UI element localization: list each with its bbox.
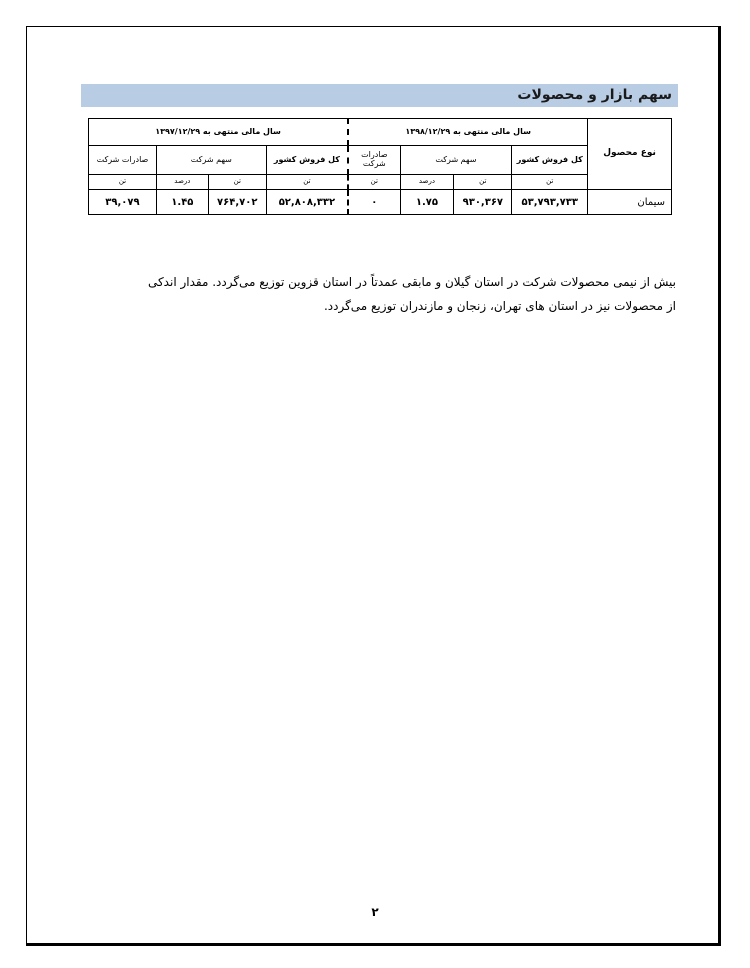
current-exports-header: صادرات شرکت [348, 146, 400, 175]
table-row [89, 190, 672, 215]
paragraph-line: بیش از نیمی محصولات شرکت در استان گیلان و مابقی عمدتاً در استان قزوین توزیع می‌گردد. مقدار اندکی [147, 275, 676, 289]
previous-exports-cell: ۳۹,۰۷۹ [89, 190, 157, 215]
section-heading: سهم بازار و محصولات [81, 84, 678, 107]
previous-share-percent-cell: ۱.۴۵ [156, 190, 208, 215]
current-total-sales-cell: ۵۳,۷۹۳,۷۳۳ [512, 190, 588, 215]
previous-period-header: سال مالی منتهی به ۱۳۹۷/۱۲/۲۹ [89, 119, 349, 146]
unit-cell: درصد [400, 175, 454, 190]
current-period-header: سال مالی منتهی به ۱۳۹۸/۱۲/۲۹ [348, 119, 588, 146]
paragraph-line: از محصولات نیز در استان های تهران، زنجان و مازندران توزیع می‌گردد. [323, 299, 676, 313]
unit-cell: تن [348, 175, 400, 190]
unit-cell: تن [89, 175, 157, 190]
unit-cell: تن [208, 175, 266, 190]
previous-share-ton-cell: ۷۶۴,۷۰۲ [208, 190, 266, 215]
current-company-share-header: سهم شرکت [400, 146, 512, 175]
page-number: ۲ [371, 905, 379, 919]
unit-cell: تن [454, 175, 512, 190]
unit-cell: تن [266, 175, 348, 190]
previous-company-share-header: سهم شرکت [156, 146, 266, 175]
market-share-table-container [88, 118, 672, 215]
unit-cell: درصد [156, 175, 208, 190]
product-name-cell: سیمان [588, 190, 672, 215]
current-share-percent-cell: ۱.۷۵ [400, 190, 454, 215]
previous-exports-header: صادرات شرکت [89, 146, 157, 175]
previous-total-sales-cell: ۵۲,۸۰۸,۳۳۲ [266, 190, 348, 215]
previous-total-sales-header: کل فروش کشور [266, 146, 348, 175]
unit-cell: تن [512, 175, 588, 190]
current-exports-cell: ۰ [348, 190, 400, 215]
product-type-header: نوع محصول [588, 119, 672, 190]
market-share-table [88, 118, 672, 215]
current-share-ton-cell: ۹۳۰,۳۶۷ [454, 190, 512, 215]
distribution-paragraph [84, 270, 676, 318]
current-total-sales-header: کل فروش کشور [512, 146, 588, 175]
